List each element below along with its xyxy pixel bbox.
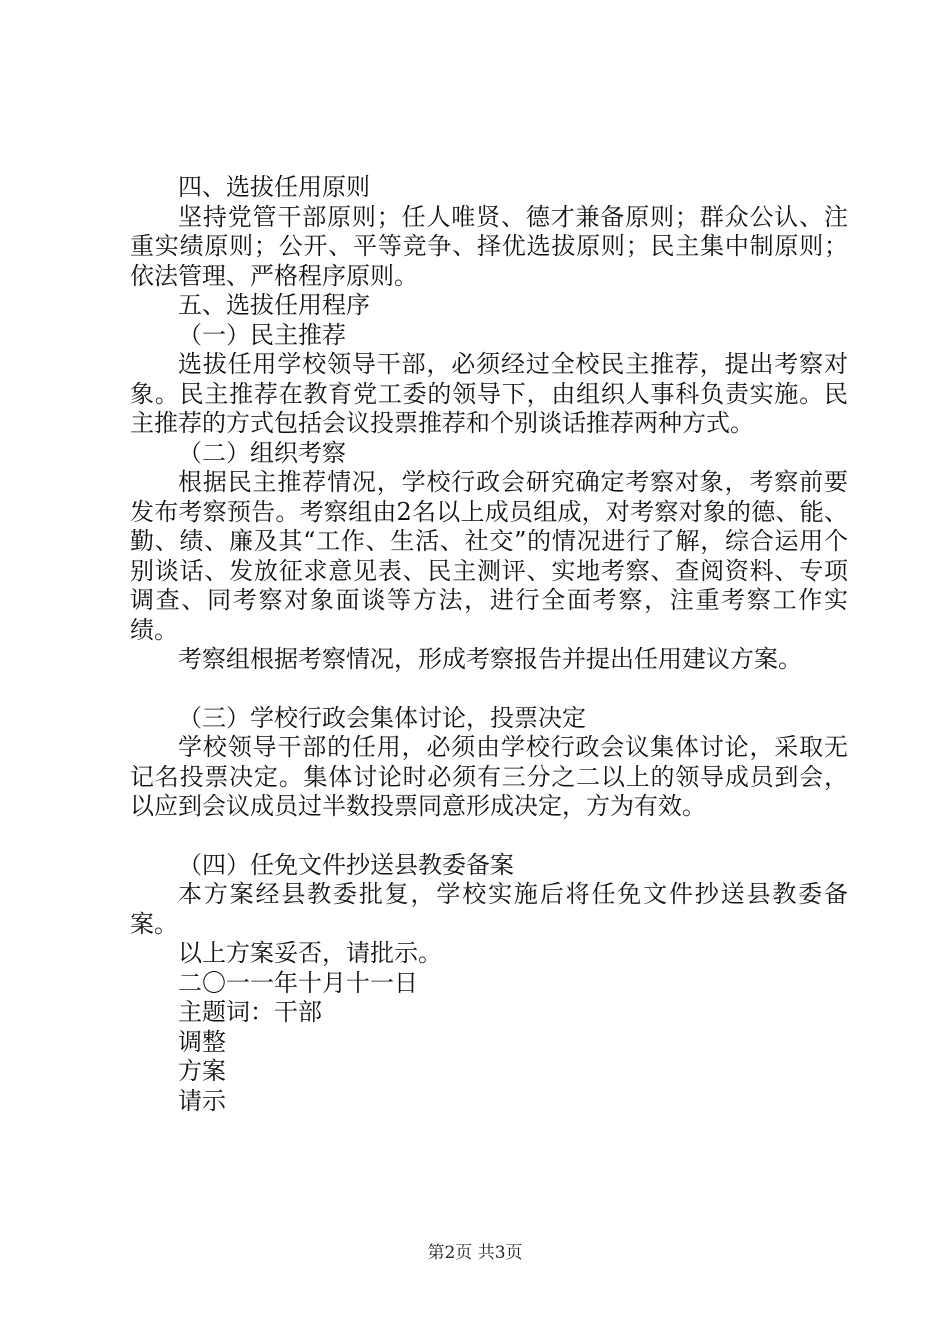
paragraph: 选拔任用学校领导干部，必须经过全校民主推荐，提出考察对象。民主推荐在教育党工委的领导下，由组织人事科负责实施。民主推荐的方式包括会议投票推荐和个别谈话推荐两种方式。 — [130, 350, 848, 437]
paragraph: 考察组根据考察情况，形成考察报告并提出任用建议方案。 — [178, 645, 802, 673]
subsection-heading: （一）民主推荐 — [178, 320, 346, 349]
keyword: 调整 — [178, 1027, 226, 1056]
subsection-heading: （四）任免文件抄送县教委备案 — [178, 850, 514, 879]
keywords-label: 主题词：干部 — [178, 998, 322, 1026]
date-line: 二〇一一年十月十一日 — [178, 968, 418, 997]
paragraph: 本方案经县教委批复，学校实施后将任免文件抄送县教委备案。 — [130, 880, 848, 938]
keyword: 请示 — [178, 1086, 226, 1115]
paragraph: 根据民主推荐情况，学校行政会研究确定考察对象，考察前要发布考察预告。考察组由2名以上成员组成，对考察对象的德、能、勤、绩、廉及其“工作、生活、社交”的情况进行了解，综合运用个别谈话、发放征求意见表、民主测评、实地考察、查阅资料、专项调查、同考察对象面谈等方法，进行全面考察，注重考察工作实绩。 — [130, 468, 848, 644]
document-body — [130, 173, 848, 1116]
keyword: 方案 — [178, 1057, 226, 1085]
subsection-heading: （二）组织考察 — [178, 438, 346, 467]
section-heading: 五、选拔任用程序 — [178, 291, 370, 319]
paragraph: 坚持党管干部原则；任人唯贤、德才兼备原则；群众公认、注重实绩原则；公开、平等竞争、择优选拔原则；民主集中制原则；依法管理、严格程序原则。 — [130, 202, 848, 290]
subsection-heading: （三）学校行政会集体讨论，投票决定 — [178, 703, 586, 732]
paragraph: 学校领导干部的任用，必须由学校行政会议集体讨论，采取无记名投票决定。集体讨论时必须有三分之二以上的领导成员到会，以应到会议成员过半数投票同意形成决定，方为有效。 — [130, 733, 848, 820]
page-footer: 第2页 共3页 — [427, 1243, 523, 1263]
closing-line: 以上方案妥否，请批示。 — [178, 939, 442, 967]
spacer — [130, 822, 848, 851]
section-heading: 四、选拔任用原则 — [178, 173, 370, 201]
spacer — [130, 675, 848, 704]
